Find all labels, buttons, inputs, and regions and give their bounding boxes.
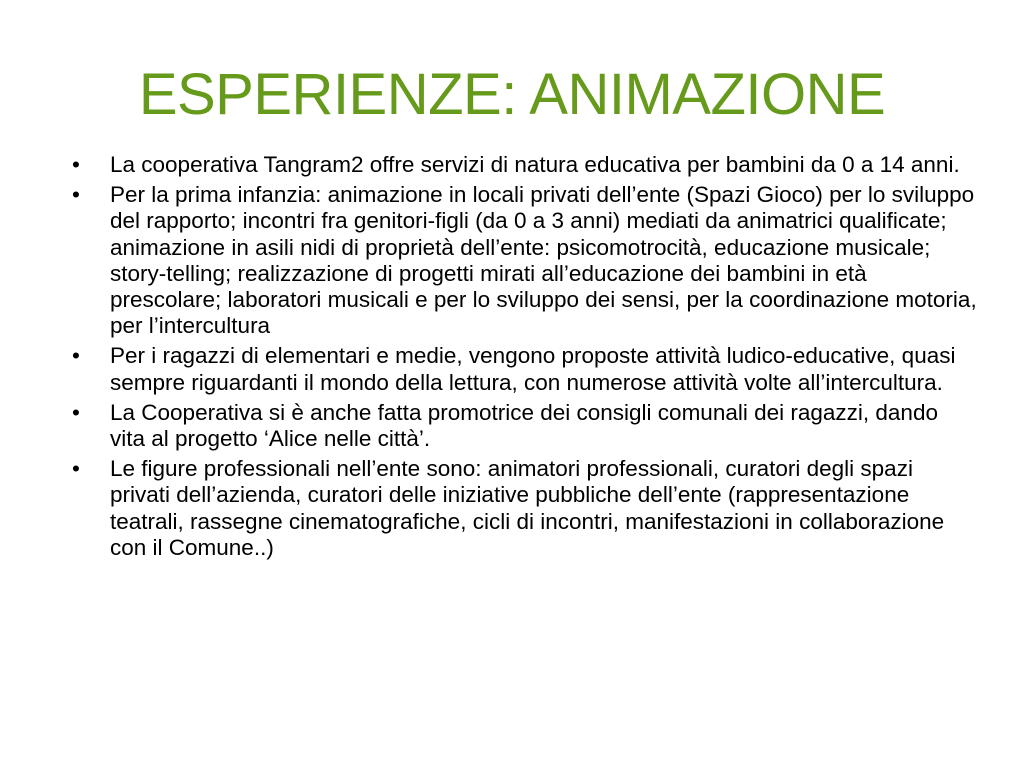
bullet-icon: • — [72, 456, 80, 482]
bullet-text: Per la prima infanzia: animazione in locali privati dell’ente (Spazi Gioco) per lo sviluppo del rapporto; incontri fra genitori-figli (da 0 a 3 anni) mediati da animatrici qualificate; animazione in asili nidi di proprietà dell’ente: psicomotrocità, educazione musicale; story-telling; realizzazione di progetti mirati all’educazione dei bambini in età prescolare; laboratori musicali e per lo sviluppo dei sensi, per la coordinazione motoria, per l’intercultura — [110, 182, 977, 339]
bullet-text: Le figure professionali nell’ente sono: animatori professionali, curatori degli spazi privati dell’azienda, curatori delle iniziative pubbliche dell’ente (rappresentazione teatrali, rassegne cinematografiche, cicli di incontri, manifestazioni in collaborazione con il Comune..) — [110, 456, 945, 560]
bullet-icon: • — [72, 399, 80, 425]
bullet-item — [72, 400, 977, 452]
bullet-text: La Cooperativa si è anche fatta promotrice dei consigli comunali dei ragazzi, dando vita al progetto ‘Alice nelle città’. — [110, 399, 938, 452]
bullet-text: Per i ragazzi di elementari e medie, vengono proposte attività ludico-educative, quasi sempre riguardanti il mondo della lettura, con numerose attività volte all’intercultura. — [110, 343, 956, 395]
bullet-list — [72, 152, 977, 565]
slide-title: ESPERIENZE: ANIMAZIONE — [138, 62, 886, 127]
bullet-icon: • — [72, 152, 80, 177]
bullet-item — [72, 343, 977, 395]
bullet-icon: • — [72, 343, 80, 369]
bullet-item — [72, 152, 977, 178]
bullet-text: La cooperativa Tangram2 offre servizi di natura educativa per bambini da 0 a 14 anni. — [110, 152, 960, 177]
bullet-item — [72, 182, 977, 339]
bullet-item — [72, 456, 977, 561]
bullet-icon: • — [72, 182, 80, 208]
